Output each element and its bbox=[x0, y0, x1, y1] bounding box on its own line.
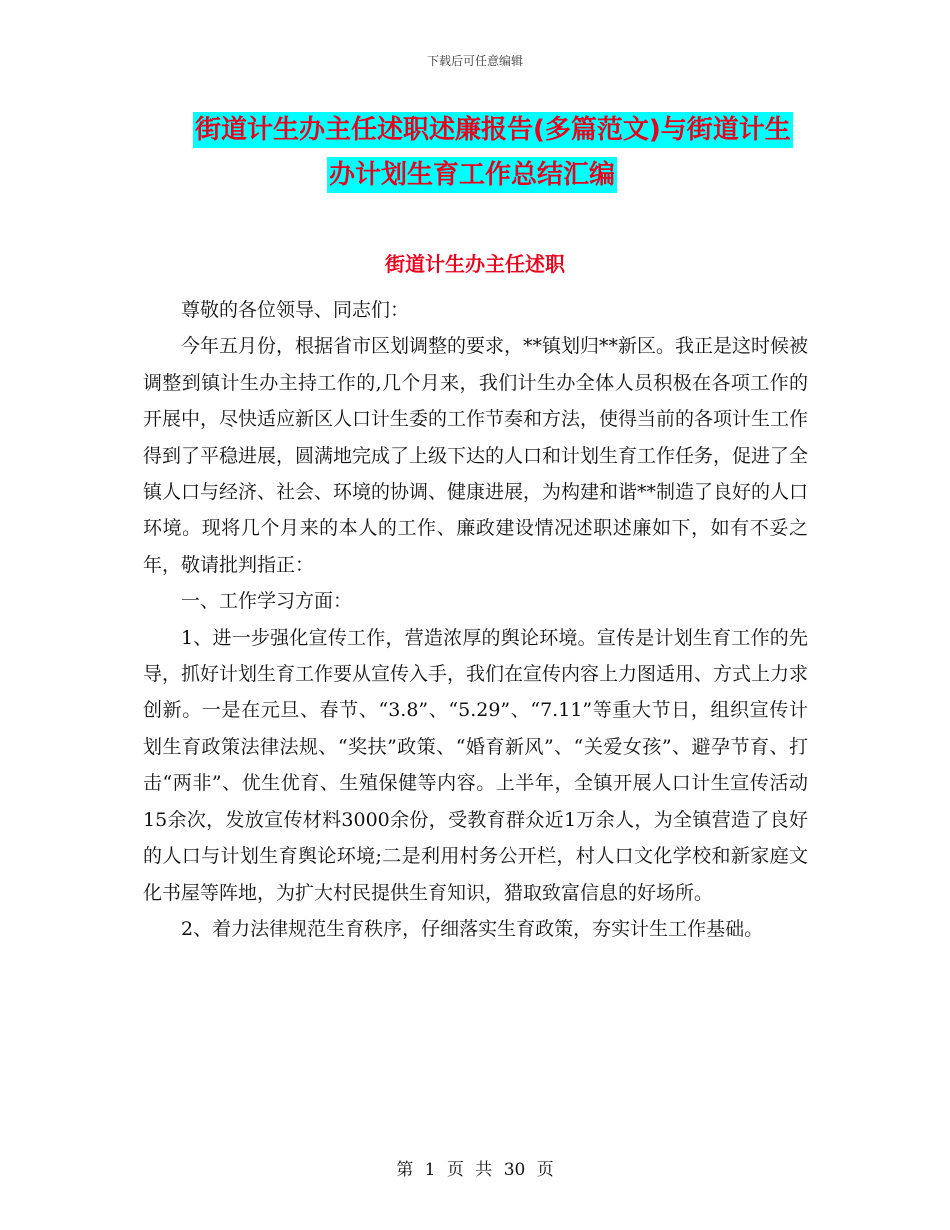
item-2-paragraph: 2、着力法律规范生育秩序，仔细落实生育政策，夯实计生工作基础。 bbox=[181, 917, 764, 940]
document-title-line-1: 街道计生办主任述职述廉报告(多篇范文)与街道计生 bbox=[193, 112, 793, 148]
subsection-heading: 一、工作学习方面： bbox=[181, 590, 353, 613]
page-footer: 第 1 页 共 30 页 bbox=[396, 1160, 554, 1180]
section-heading: 街道计生办主任述职 bbox=[385, 252, 565, 276]
header-note: 下载后可任意编辑 bbox=[426, 54, 523, 68]
body-text bbox=[143, 292, 808, 947]
item-1-paragraph: 1、进一步强化宣传工作，营造浓厚的舆论环境。宣传是计划生育工作的先导，抓好计划生育工作要从宣传入手，我们在宣传内容上力图适用、方式上力求创新。一是在元旦、春节、“3.8”、“5.29”、“7.11”等重大节日，组织宣传计划生育政策法律法规、“奖扶”政策、“婚育新风”、“关爱女孩”、避孕节育、打击“两非”、优生优育、生殖保健等内容。上半年，全镇开展人口计生宣传活动15余次，发放宣传材料3000余份，受教育群众近1万余人，为全镇营造了良好的人口与计划生育舆论环境;二是利用村务公开栏，村人口文化学校和新家庭文化书屋等阵地，为扩大村民提供生育知识，猎取致富信息的好场所。 bbox=[143, 626, 809, 904]
document-title-line-2: 办计划生育工作总结汇编 bbox=[327, 157, 617, 193]
salutation-paragraph: 尊敬的各位领导、同志们： bbox=[181, 299, 410, 321]
intro-paragraph: 今年五月份，根据省市区划调整的要求，**镇划归**新区。我正是这时候被调整到镇计生办主持工作的,几个月来，我们计生办全体人员积极在各项工作的开展中，尽快适应新区人口计生委的工作节奏和方法，使得当前的各项计生工作得到了平稳进展，圆满地完成了上级下达的人口和计划生育工作任务，促进了全镇人口与经济、社会、环境的协调、健康进展，为构建和谐**制造了良好的人口环境。现将几个月来的本人的工作、廉政建设情况述职述廉如下，如有不妥之年，敬请批判指正： bbox=[143, 335, 809, 576]
